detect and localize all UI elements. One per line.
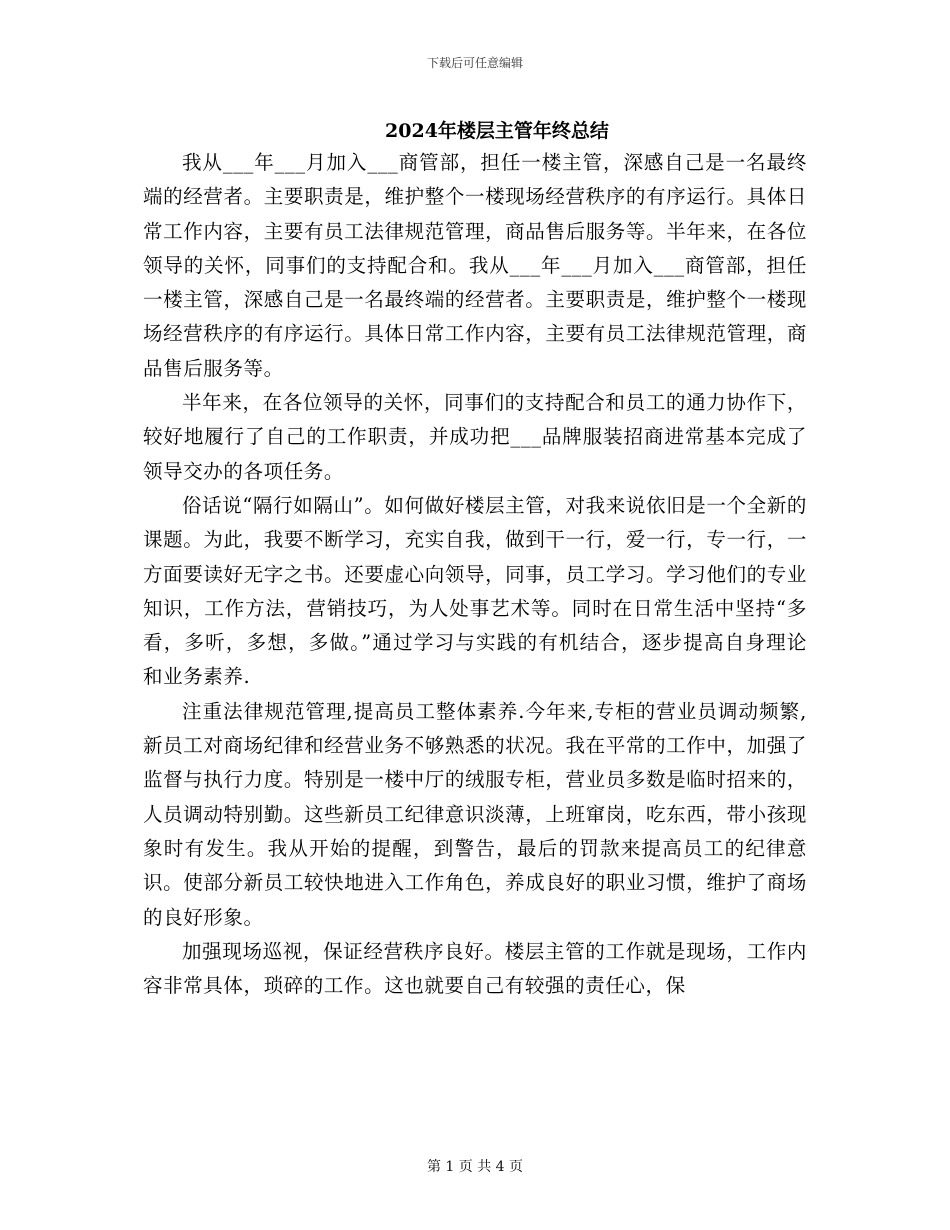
document-body <box>143 146 807 1003</box>
page-footer: 第 1 页 共 4 页 <box>426 1159 524 1175</box>
paragraph-4: 注重法律规范管理,提高员工整体素养.今年来,专柜的营业员调动频繁,新员工对商场纪律和经营业务不够熟悉的状况。我在平常的工作中，加强了监督与执行力度。特别是一楼中厅的绒服专柜，营业员多数是临时招来的，人员调动特别勤。这些新员工纪律意识淡薄，上班窜岗，吃东西，带小孩现象时有发生。我从开始的提醒，到警告，最后的罚款来提高员工的纪律意识。使部分新员工较快地进入工作角色，养成良好的职业习惯，维护了商场的良好形象。 <box>143 699 807 929</box>
paragraph-2: 半年来，在各位领导的关怀，同事们的支持配合和员工的通力协作下，较好地履行了自己的工作职责，并成功把___品牌服装招商进常基本完成了领导交办的各项任务。 <box>143 391 807 483</box>
paragraph-1: 我从___年___月加入___商管部，担任一楼主管，深感自己是一名最终端的经营者。主要职责是，维护整个一楼现场经营秩序的有序运行。具体日常工作内容，主要有员工法律规范管理，商品售后服务等。半年来，在各位领导的关怀，同事们的支持配合和。我从___年___月加入___商管部，担任一楼主管，深感自己是一名最终端的经营者。主要职责是，维护整个一楼现场经营秩序的有序运行。具体日常工作内容，主要有员工法律规范管理，商品售后服务等。 <box>143 151 807 380</box>
paragraph-3: 俗话说“隔行如隔山”。如何做好楼层主管，对我来说依旧是一个全新的课题。为此，我要不断学习，充实自我，做到干一行，爱一行，专一行，一方面要读好无字之书。还要虚心向领导，同事，员工学习。学习他们的专业知识，工作方法，营销技巧，为人处事艺术等。同时在日常生活中坚持“多看，多听，多想，多做。”通过学习与实践的有机结合，逐步提高自身理论和业务素养. <box>143 493 807 689</box>
document-title: 2024年楼层主管年终总结 <box>385 120 609 142</box>
paragraph-5: 加强现场巡视，保证经营秩序良好。楼层主管的工作就是现场，工作内容非常具体，琐碎的工作。这也就要自己有较强的责任心，保 <box>143 939 807 998</box>
header-note: 下载后可任意编辑 <box>426 56 523 70</box>
